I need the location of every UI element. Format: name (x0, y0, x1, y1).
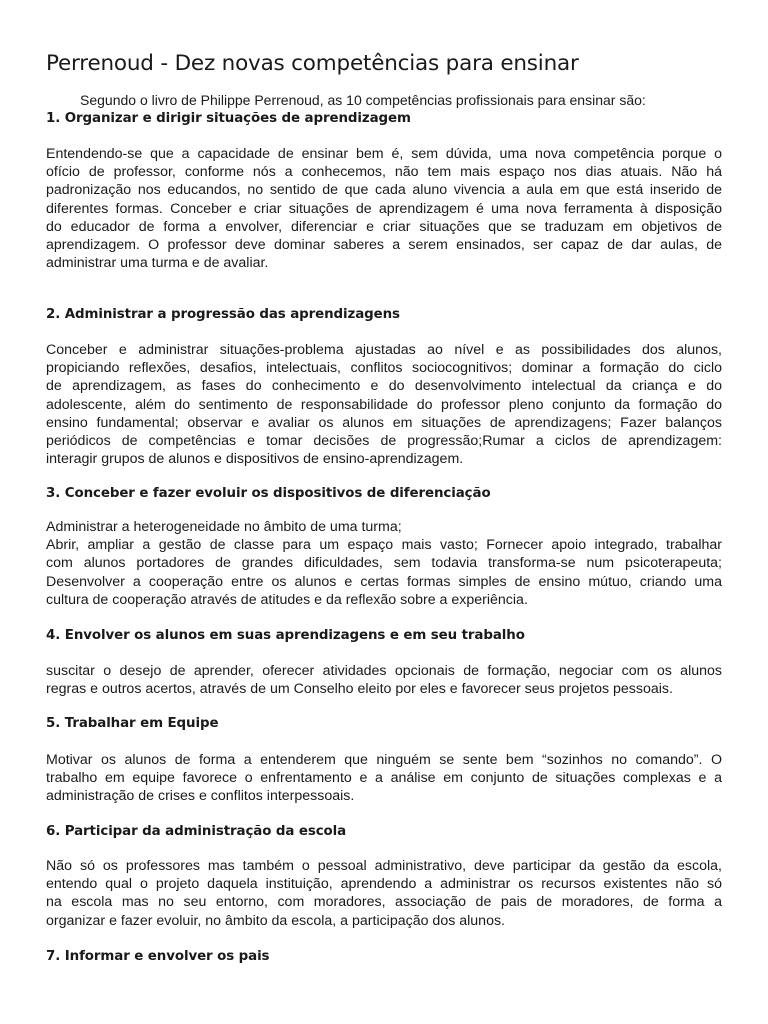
section-heading-7: 7. Informar e envolver os pais (46, 949, 270, 964)
body-line: periódicos de competências e tomar decisões de progressão;Rumar a ciclos de aprendizagem: (46, 433, 722, 450)
body-line: ensino fundamental; observar e avaliar os alunos em situações de aprendizagens; Fazer balanços (46, 414, 722, 431)
document-title: Perrenoud - Dez novas competências para ensinar (46, 51, 579, 76)
body-line: propiciando reflexões, desafios, intelectuais, conflitos sociocognitivos; dominar a formação do ciclo (46, 360, 722, 377)
section-body-5 (46, 751, 722, 806)
section-body-6 (46, 857, 722, 930)
section-body-4 (46, 662, 722, 698)
body-line: ofício de professor, conforme nós a conhecemos, não tem mais espaço nos dias atuais. Não há (46, 164, 722, 181)
body-line: Desenvolver a cooperação entre os alunos e certas formas simples de ensino mútuo, criando uma (46, 573, 722, 590)
body-line: interagir grupos de alunos e dispositivos de ensino-aprendizagem. (46, 451, 464, 468)
body-line: diferentes formas. Conceber e criar situações de aprendizagem é uma nova ferramenta à disposição (46, 200, 722, 217)
section-body-2 (46, 341, 722, 468)
body-line: administração de crises e conflitos interpessoais. (46, 788, 355, 805)
body-line: Entendendo-se que a capacidade de ensinar bem é, sem dúvida, uma nova competência porque o (46, 146, 722, 162)
body-line: cultura de cooperação através de atitudes e da reflexão sobre a experiência. (46, 591, 528, 608)
section-body-3 (46, 518, 722, 609)
body-line: entendo qual o projeto daquela instituição, aprendendo a administrar os recursos existentes não só (46, 876, 722, 893)
body-line: padronização nos educandos, no sentido de que cada aluno vivencia a aula em que está inserido de (46, 182, 722, 199)
body-line: regras e outros acertos, através de um Conselho eleito por eles e favorecer seus projetos pessoais. (46, 681, 673, 698)
body-line: Conceber e administrar situações-problema ajustadas ao nível e as possibilidades dos alunos, (46, 342, 722, 358)
section-heading-4: 4. Envolver os alunos em suas aprendizagens e em seu trabalho (46, 628, 525, 643)
body-line: suscitar o desejo de aprender, oferecer atividades opcionais de formação, negociar com os alunos (46, 663, 722, 679)
section-body-1 (46, 145, 722, 272)
body-line: trabalho em equipe favorece o enfrentamento e a análise em conjunto de situações complexas e a (46, 770, 722, 787)
body-line: do educador de forma a envolver, diferenciar e criar situações que se traduzam em objetivos de (46, 218, 722, 235)
body-line: adolescente, além do sentimento de responsabilidade do professor pleno conjunto da formação do (46, 396, 722, 413)
body-line: de aprendizagem, as fases do conhecimento e do desenvolvimento intelectual da criança e do (46, 378, 722, 395)
section-heading-2: 2. Administrar a progressão das aprendizagens (46, 307, 400, 322)
body-line: Administrar a heterogeneidade no âmbito de uma turma; (46, 519, 402, 535)
intro-text: Segundo o livro de Philippe Perrenoud, as 10 competências profissionais para ensinar são: (80, 92, 646, 108)
body-line: na escola mas no seu entorno, com moradores, associação de pais de moradores, de forma a (46, 894, 722, 911)
body-line: aprendizagem. O professor deve dominar saberes a serem ensinados, ser capaz de dar aulas, de (46, 237, 722, 254)
section-heading-1: 1. Organizar e dirigir situações de aprendizagem (46, 111, 411, 126)
section-heading-5: 5. Trabalhar em Equipe (46, 716, 219, 731)
body-line: com alunos portadores de grandes dificuldades, sem todavia transforma-se num psicoterapeuta; (46, 555, 722, 572)
section-heading-3: 3. Conceber e fazer evoluir os dispositivos de diferenciação (46, 486, 491, 501)
body-line: organizar e fazer evoluir, no âmbito da escola, a participação dos alunos. (46, 912, 506, 929)
body-line: Motivar os alunos de forma a entenderem que ninguém se sente bem “sozinhos no comando”. O (46, 752, 722, 768)
body-line: Não só os professores mas também o pessoal administrativo, deve participar da gestão da escola, (46, 858, 722, 874)
body-line: administrar uma turma e de avaliar. (46, 255, 269, 272)
body-line: Abrir, ampliar a gestão de classe para um espaço mais vasto; Fornecer apoio integrado, trabalhar (46, 537, 722, 554)
section-heading-6: 6. Participar da administração da escola (46, 824, 347, 839)
